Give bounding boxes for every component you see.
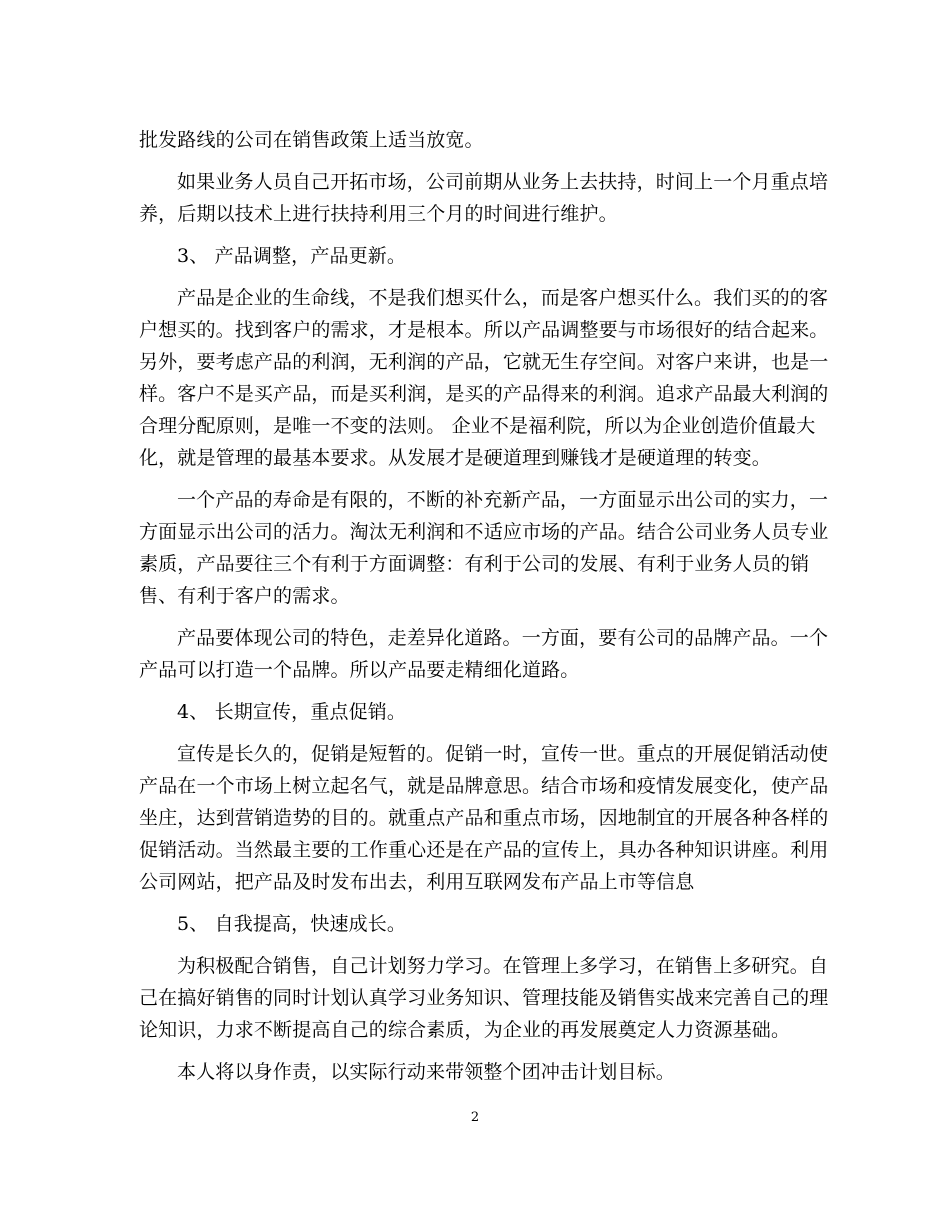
paragraph: [139, 484, 829, 612]
text-line: 化，就是管理的最基本要求。从发展才是硬道理到赚钱才是硬道理的转变。: [139, 447, 771, 469]
text-line: 如果业务人员自己开拓市场，公司前期从业务上去扶持，时间上一个月重点培: [177, 171, 829, 193]
text-line: 养，后期以技术上进行扶持利用三个月的时间进行维护。: [139, 203, 618, 225]
page-number: 2: [470, 1110, 480, 1125]
paragraph: [139, 124, 815, 156]
text-line: 坐庄，达到营销造势的目的。就重点产品和重点市场，因地制宜的开展各种各样的: [139, 807, 829, 829]
text-line: 样。客户不是买产品，而是买利润，是买的产品得来的利润。追求产品最大利润的: [139, 383, 829, 405]
text-line: 为积极配合销售，自己计划努力学习。在管理上多学习，在销售上多研究。自: [177, 955, 829, 977]
text-line: 论知识，力求不断提高自己的综合素质，为企业的再发展奠定人力资源基础。: [139, 1019, 791, 1041]
paragraph: [139, 282, 829, 474]
paragraph: [139, 908, 815, 940]
paragraph: [139, 240, 815, 272]
text-line: 素质，产品要往三个有利于方面调整：有利于公司的发展、有利于业务人员的销: [139, 553, 810, 575]
text-line: 3、 产品调整，产品更新。: [177, 245, 407, 267]
text-line: 产品可以打造一个品牌。所以产品要走精细化道路。: [139, 659, 580, 681]
paragraph: [139, 696, 815, 728]
text-line: 5、 自我提高，快速成长。: [177, 913, 407, 935]
text-line: 售、有利于客户的需求。: [139, 585, 350, 607]
paragraph: [139, 622, 829, 686]
paragraph: [139, 1056, 815, 1088]
text-line: 一个产品的寿命是有限的，不断的补充新产品，一方面显示出公司的实力，一: [177, 489, 829, 511]
paragraph: [139, 166, 829, 230]
text-line: 产品是企业的生命线，不是我们想买什么，而是客户想买什么。我们买的的客: [177, 287, 829, 309]
text-line: 促销活动。当然最主要的工作重心还是在产品的宣传上，具办各种知识讲座。利用: [139, 839, 829, 861]
paragraph: [139, 950, 829, 1046]
paragraph: [139, 738, 829, 898]
text-line: 方面显示出公司的活力。淘汰无利润和不适应市场的产品。结合公司业务人员专业: [139, 521, 829, 543]
text-line: 4、 长期宣传，重点促销。: [177, 701, 407, 723]
text-line: 批发路线的公司在销售政策上适当放宽。: [139, 129, 484, 151]
text-line: 己在搞好销售的同时计划认真学习业务知识、管理技能及销售实战来完善自己的理: [139, 987, 829, 1009]
text-line: 产品在一个市场上树立起名气，就是品牌意思。结合市场和疫情发展变化，使产品: [139, 775, 829, 797]
text-line: 合理分配原则，是唯一不变的法则。 企业不是福利院，所以为企业创造价值最大: [139, 415, 816, 437]
text-line: 另外，要考虑产品的利润，无利润的产品，它就无生存空间。对客户来讲，也是一: [139, 351, 829, 373]
document-body: [139, 124, 829, 1088]
text-line: 公司网站，把产品及时发布出去，利用互联网发布产品上市等信息: [139, 871, 695, 893]
text-line: 户想买的。找到客户的需求，才是根本。所以产品调整要与市场很好的结合起来。: [139, 319, 829, 341]
text-line: 产品要体现公司的特色，走差异化道路。一方面，要有公司的品牌产品。一个: [177, 627, 829, 649]
text-line: 宣传是长久的，促销是短暂的。促销一时，宣传一世。重点的开展促销活动使: [177, 743, 829, 765]
text-line: 本人将以身作责，以实际行动来带领整个团冲击计划目标。: [177, 1061, 675, 1083]
